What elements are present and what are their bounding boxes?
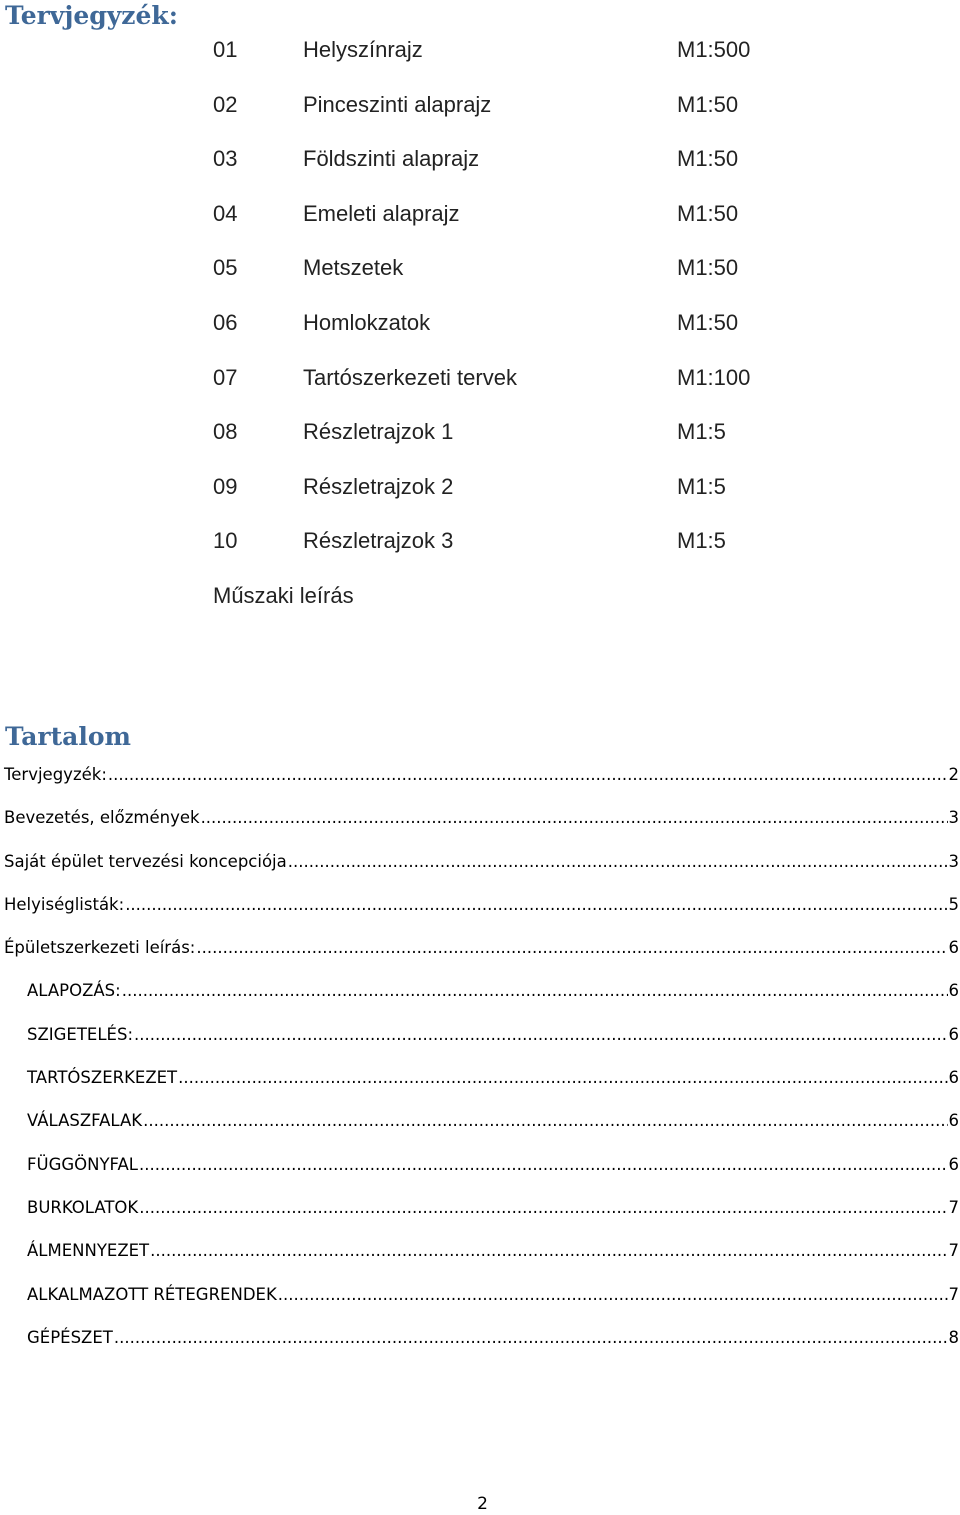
toc-dot-leader xyxy=(108,753,948,796)
toc-entry-page: 3 xyxy=(948,808,959,828)
toc-entry-page: 6 xyxy=(948,938,959,958)
toc-entry-title: Tervjegyzék: xyxy=(4,765,107,784)
plan-title: Pinceszinti alaprajz xyxy=(303,91,492,117)
plan-row xyxy=(0,194,960,249)
plan-number: 09 xyxy=(213,473,238,499)
toc-entry[interactable] xyxy=(0,1186,960,1229)
plan-title: Részletrajzok 2 xyxy=(303,473,454,499)
plan-list xyxy=(0,30,960,576)
plan-title: Részletrajzok 1 xyxy=(303,419,454,445)
plan-title: Tartószerkezeti tervek xyxy=(303,364,517,390)
toc-entry-title: VÁLASZFALAK xyxy=(27,1111,143,1131)
plan-row xyxy=(0,139,960,194)
toc-entry-title: GÉPÉSZET xyxy=(27,1327,113,1347)
plan-extra-item: Műszaki leírás xyxy=(213,583,354,608)
toc-entry[interactable] xyxy=(0,1229,960,1272)
toc-entry[interactable] xyxy=(0,796,960,839)
toc-entry[interactable] xyxy=(0,1143,960,1186)
plan-number: 03 xyxy=(213,146,238,172)
toc-entry-title: ALKALMAZOTT RÉTEGRENDEK xyxy=(27,1284,277,1304)
page-number: 2 xyxy=(477,1494,488,1514)
plan-scale: M1:50 xyxy=(677,146,739,172)
toc-entry[interactable] xyxy=(0,1013,960,1056)
plan-row xyxy=(0,412,960,467)
plan-title: Földszinti alaprajz xyxy=(303,146,480,172)
plan-row xyxy=(0,303,960,358)
plan-number: 01 xyxy=(213,37,238,62)
toc-entry-title: Helyiséglisták: xyxy=(4,894,125,914)
table-of-contents xyxy=(0,753,960,1359)
toc-entry-title: Épületszerkezeti leírás: xyxy=(4,938,196,958)
toc-dot-leader xyxy=(288,840,948,883)
toc-entry[interactable] xyxy=(0,969,960,1012)
toc-entry-title: BURKOLATOK xyxy=(27,1197,139,1217)
plan-number: 07 xyxy=(213,364,238,390)
toc-entry[interactable] xyxy=(0,753,960,796)
toc-entry[interactable] xyxy=(0,1316,960,1359)
toc-entry-title: SZIGETELÉS: xyxy=(27,1024,134,1044)
toc-entry-page: 6 xyxy=(948,1154,959,1174)
plan-row xyxy=(0,85,960,140)
toc-entry-page: 7 xyxy=(948,1284,959,1304)
plan-scale: M1:5 xyxy=(677,528,726,554)
plan-scale: M1:5 xyxy=(677,419,726,445)
plan-row xyxy=(0,467,960,522)
toc-dot-leader xyxy=(122,969,948,1012)
toc-dot-leader xyxy=(201,796,948,839)
toc-entry[interactable] xyxy=(0,1056,960,1099)
toc-entry-title: Saját épület tervezési koncepciója xyxy=(4,851,287,871)
plan-scale: M1:50 xyxy=(677,91,739,117)
toc-entry[interactable] xyxy=(0,1273,960,1316)
toc-dot-leader xyxy=(143,1099,947,1142)
toc-entry-title: ALAPOZÁS: xyxy=(27,981,121,1001)
plan-scale: M1:500 xyxy=(677,37,751,62)
plan-title: Részletrajzok 3 xyxy=(303,528,454,554)
plan-scale: M1:100 xyxy=(677,364,751,390)
plan-number: 10 xyxy=(213,528,238,554)
toc-entry-page: 2 xyxy=(948,765,959,784)
toc-entry-title: TARTÓSZERKEZET xyxy=(27,1068,178,1088)
plan-number: 04 xyxy=(213,200,238,226)
plan-scale: M1:50 xyxy=(677,200,739,226)
plan-list-heading: Tervjegyzék: xyxy=(5,1,178,30)
toc-entry-page: 6 xyxy=(948,1111,959,1131)
toc-dot-leader xyxy=(114,1316,948,1359)
toc-dot-leader xyxy=(196,926,947,969)
plan-number: 02 xyxy=(213,91,238,117)
plan-row xyxy=(0,358,960,413)
plan-row xyxy=(0,521,960,576)
plan-scale: M1:50 xyxy=(677,255,739,281)
toc-entry[interactable] xyxy=(0,1099,960,1142)
toc-entry-page: 6 xyxy=(948,1068,959,1088)
toc-entry-title: Bevezetés, előzmények xyxy=(4,808,200,828)
toc-entry-page: 5 xyxy=(948,894,959,914)
toc-dot-leader xyxy=(150,1229,947,1272)
toc-dot-leader xyxy=(139,1143,947,1186)
plan-row xyxy=(0,30,960,85)
toc-dot-leader xyxy=(134,1013,947,1056)
toc-dot-leader xyxy=(125,883,947,926)
plan-scale: M1:50 xyxy=(677,309,739,335)
toc-entry-page: 7 xyxy=(948,1241,959,1261)
toc-entry-page: 6 xyxy=(948,981,959,1001)
toc-entry[interactable] xyxy=(0,926,960,969)
toc-entry-page: 8 xyxy=(948,1327,959,1347)
plan-title: Homlokzatok xyxy=(303,309,431,335)
plan-scale: M1:5 xyxy=(677,473,726,499)
plan-title: Helyszínrajz xyxy=(303,37,423,62)
plan-title: Emeleti alaprajz xyxy=(303,200,460,226)
toc-entry[interactable] xyxy=(0,840,960,883)
toc-entry[interactable] xyxy=(0,883,960,926)
plan-number: 06 xyxy=(213,309,238,335)
toc-entry-page: 7 xyxy=(948,1197,959,1217)
toc-entry-page: 6 xyxy=(948,1024,959,1044)
plan-number: 08 xyxy=(213,419,238,445)
plan-title: Metszetek xyxy=(303,255,404,281)
toc-dot-leader xyxy=(278,1273,948,1316)
toc-heading: Tartalom xyxy=(5,722,131,751)
plan-number: 05 xyxy=(213,255,238,281)
plan-row xyxy=(0,248,960,303)
toc-entry-title: ÁLMENNYEZET xyxy=(27,1241,150,1261)
toc-dot-leader xyxy=(139,1186,947,1229)
toc-entry-title: FÜGGÖNYFAL xyxy=(27,1154,139,1174)
toc-entry-page: 3 xyxy=(948,851,959,871)
toc-dot-leader xyxy=(178,1056,947,1099)
